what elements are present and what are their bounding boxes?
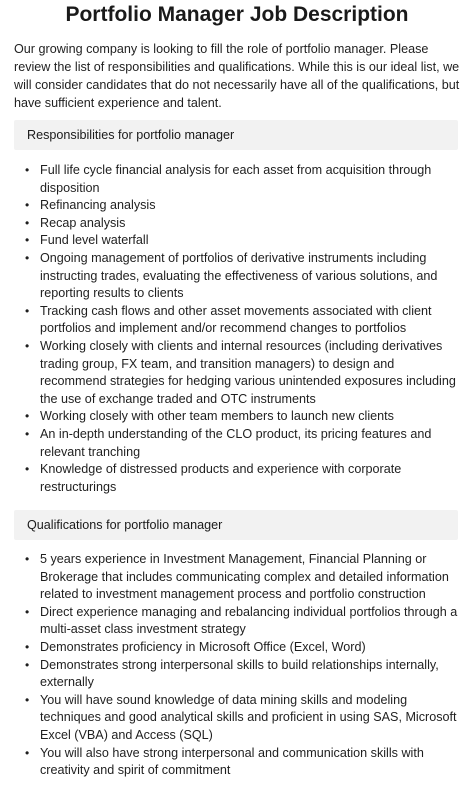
list-item <box>0 551 474 604</box>
bullet-icon: • <box>25 233 30 248</box>
list-item-text: Full life cycle financial analysis for each asset from acquisition through disposition <box>40 163 432 195</box>
qualifications-list <box>0 551 474 780</box>
list-item-text: Ongoing management of portfolios of derivative instruments including instructing trades, evaluating the effectiveness of various solutions, and reporting results to clients <box>40 250 438 301</box>
list-item <box>0 338 474 408</box>
qualifications-heading: Qualifications for portfolio manager <box>27 518 223 532</box>
list-item <box>0 303 474 338</box>
list-item-text: Refinancing analysis <box>40 198 156 213</box>
list-item-text: 5 years experience in Investment Management, Financial Planning or Brokerage that includes communicating complex and detailed information related to investment management process and portfolio construction <box>40 552 449 602</box>
bullet-icon: • <box>25 163 30 177</box>
list-item-text: Recap analysis <box>40 215 126 230</box>
list-item <box>0 250 474 303</box>
bullet-icon: • <box>25 604 30 619</box>
list-item-text: Demonstrates strong interpersonal skills to build relationships internally, externally <box>40 657 439 690</box>
list-item-text: Working closely with other team members to launch new clients <box>40 409 394 424</box>
bullet-icon: • <box>25 745 30 760</box>
list-item-text: Direct experience managing and rebalancing individual portfolios through a multi-asset class investment strategy <box>40 604 458 637</box>
list-item-text: Working closely with clients and internal resources (including derivatives trading group, FX team, and transition managers) to design and recommend strategies for hedging various unintended exposures including the use of exchange traded and OTC instruments <box>40 338 456 406</box>
list-item <box>0 657 474 692</box>
responsibilities-heading: Responsibilities for portfolio manager <box>27 128 235 142</box>
intro-paragraph: Our growing company is looking to fill the role of portfolio manager. Please review the list of responsibilities and qualifications. While this is our ideal list, we will consider candidates that do not necessarily have all of the qualifications, but have sufficient experience and talent. <box>14 42 460 110</box>
responsibilities-header <box>14 120 458 150</box>
bullet-icon: • <box>25 552 30 566</box>
list-item <box>0 604 474 639</box>
list-item-text: An in-depth understanding of the CLO product, its pricing features and relevant tranching <box>40 426 432 459</box>
list-item-text: Knowledge of distressed products and experience with corporate restructurings <box>40 462 402 494</box>
list-item <box>0 197 474 215</box>
list-item <box>0 162 474 197</box>
bullet-icon: • <box>25 692 30 707</box>
list-item-text: Tracking cash flows and other asset movements associated with client portfolios and implement and/or recommend changes to portfolios <box>40 303 432 336</box>
page-title: Portfolio Manager Job Description <box>65 3 409 26</box>
bullet-icon: • <box>25 215 30 230</box>
bullet-icon: • <box>25 303 30 318</box>
bullet-icon: • <box>25 639 30 654</box>
list-item <box>0 215 474 233</box>
list-item <box>0 408 474 426</box>
bullet-icon: • <box>25 462 30 477</box>
list-item-text: Demonstrates proficiency in Microsoft Office (Excel, Word) <box>40 639 366 654</box>
bullet-icon: • <box>25 657 30 672</box>
qualifications-header <box>14 510 458 540</box>
bullet-icon: • <box>25 338 30 353</box>
list-item-text: Fund level waterfall <box>40 233 149 248</box>
bullet-icon: • <box>25 198 30 213</box>
list-item <box>0 232 474 250</box>
list-item <box>0 461 474 496</box>
bullet-icon: • <box>25 250 30 265</box>
list-item <box>0 426 474 461</box>
bullet-icon: • <box>25 409 30 424</box>
bullet-icon: • <box>25 426 30 441</box>
list-item <box>0 745 474 780</box>
list-item-text: You will also have strong interpersonal and communication skills with creativity and spirit of commitment <box>40 745 424 778</box>
responsibilities-list <box>0 162 474 496</box>
list-item <box>0 692 474 745</box>
list-item-text: You will have sound knowledge of data mining skills and modeling techniques and good analytical skills and proficient in using SAS, Microsoft Excel (VBA) and Access (SQL) <box>40 692 457 742</box>
list-item <box>0 639 474 657</box>
